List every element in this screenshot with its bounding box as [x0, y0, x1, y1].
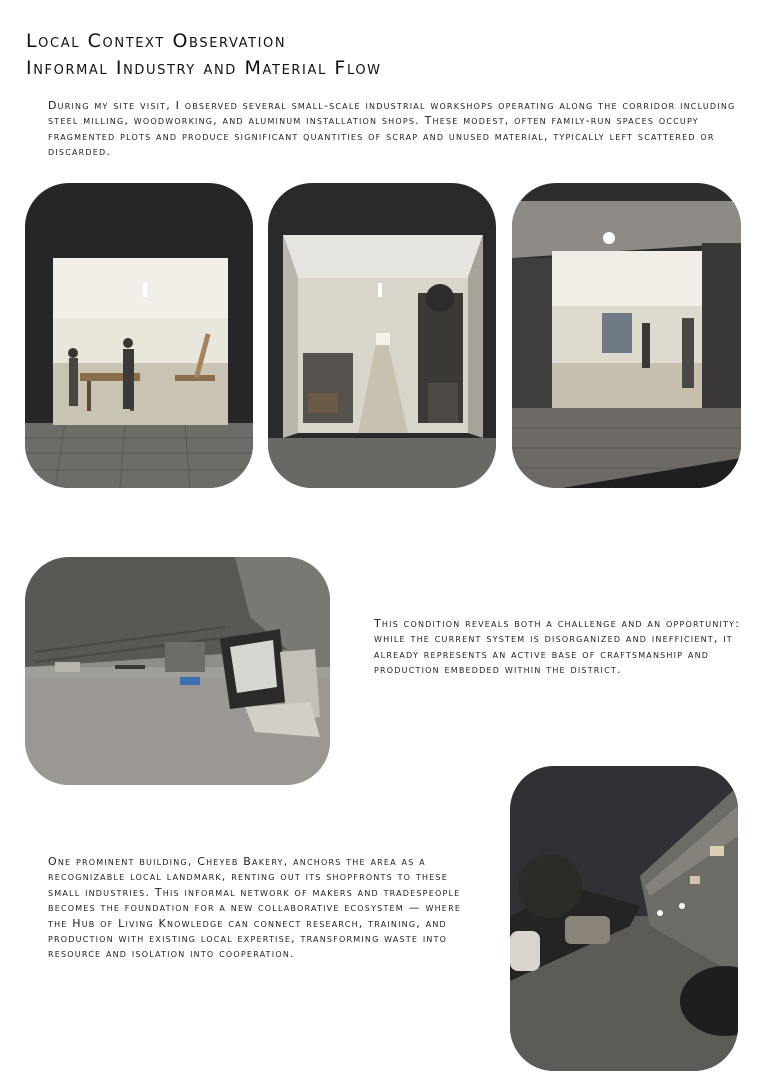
- page-title-line-2: Informal Industry and Material Flow: [26, 57, 382, 79]
- workshop-photo-steel-milling: [268, 183, 496, 488]
- condition-paragraph: This condition reveals both a challenge and an opportunity: while the current system is disorganized and inefficient, it already represents an active base of craftsmanship and production embedded within the district.: [374, 617, 741, 677]
- intro-paragraph: During my site visit, I observed several small-scale industrial workshops operating along the corridor including steel milling, woodworking, and aluminum installation shops. These modest, often family-run spaces occupy fragmented plots and produce significant quantities of scrap and unused material, typically left scattered or discarded.: [48, 99, 736, 159]
- street-night-photo: [510, 766, 738, 1071]
- workshop-photo-woodworking: [25, 183, 253, 488]
- page-title-line-1: Local Context Observation: [26, 30, 287, 52]
- bakery-paragraph: One prominent building, Cheyeb Bakery, anchors the area as a recognizable local landmark, renting out its shopfronts to these small industries. This informal network of makers and tradespeople becomes the foundation for a new collaborative ecosystem — where the Hub of Living Knowledge can connect research, training, and production with existing local expertise, transforming waste into resource and isolation into cooperation.: [48, 855, 462, 961]
- workshop-photo-aluminum: [512, 183, 741, 488]
- scrap-material-photo: [25, 557, 330, 785]
